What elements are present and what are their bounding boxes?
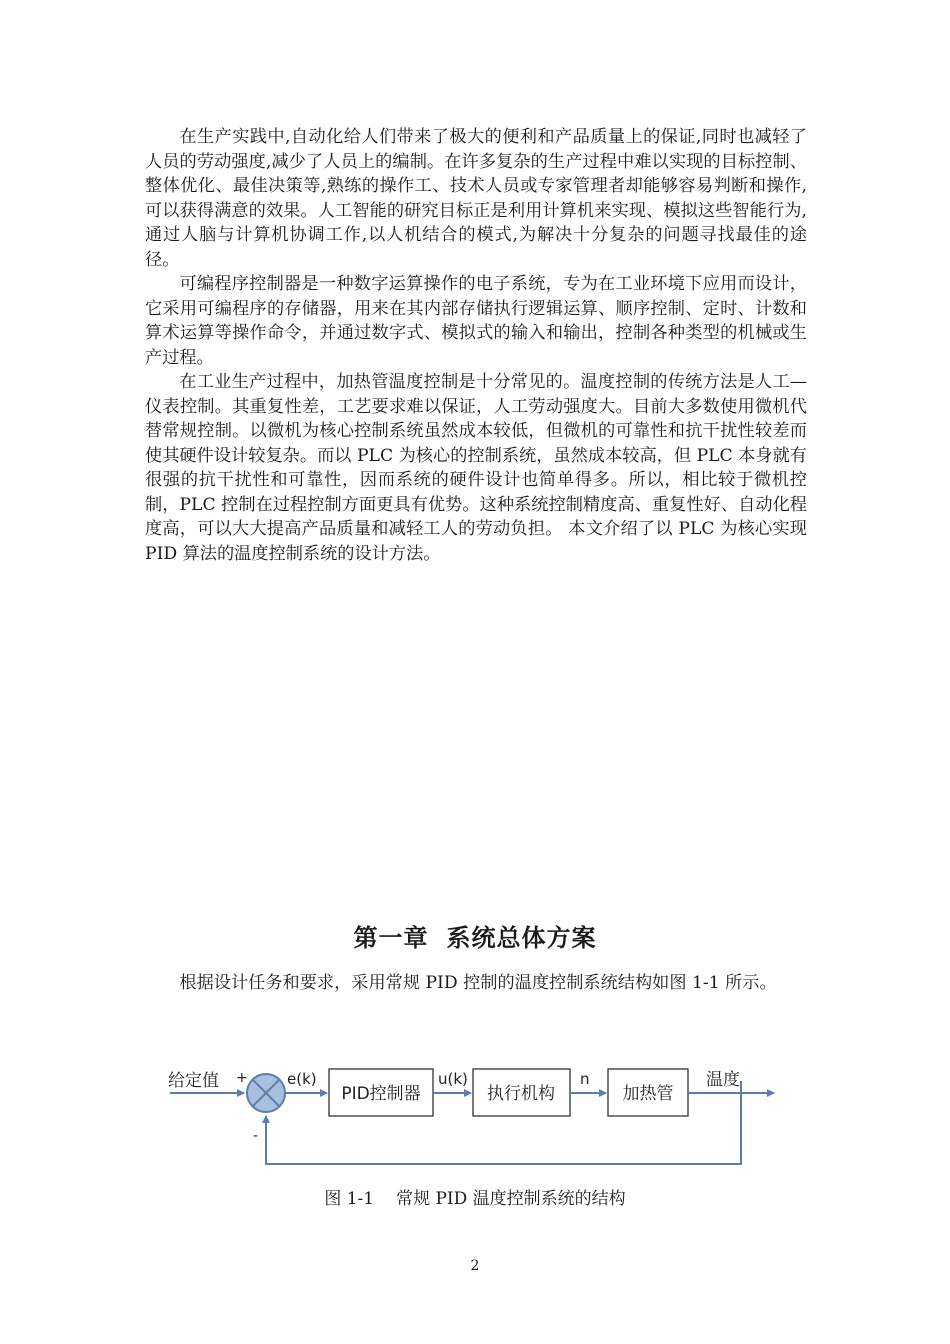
- error-label: e(k): [287, 1070, 317, 1088]
- figure-number: 图 1-1: [324, 1189, 375, 1209]
- chapter-title: 系统总体方案: [446, 924, 597, 952]
- plus-sign: +: [236, 1070, 248, 1086]
- chapter-heading: [0, 918, 950, 953]
- chapter-section: [145, 971, 807, 996]
- output-label: 温度: [706, 1070, 740, 1090]
- chapter-number: 第一章: [353, 924, 429, 952]
- minus-sign: -: [253, 1128, 259, 1144]
- chapter-paragraph: 根据设计任务和要求，采用常规 PID 控制的温度控制系统结构如图 1-1 所示。: [179, 973, 777, 993]
- actuator-label: 执行机构: [487, 1084, 555, 1104]
- intro-paragraph-1: 在生产实践中,自动化给人们带来了极大的便利和产品质量上的保证,同时也减轻了人员的劳动强度,减少了人员上的编制。在许多复杂的生产过程中难以实现的目标控制、整体优化、最佳决策等,熟练的操作工、技术人员或专家管理者却能够容易判断和操作,可以获得满意的效果。人工智能的研究目标正是利用计算机来实现、模拟这些智能行为,通过人脑与计算机协调工作,以人机结合的模式,为解决十分复杂的问题寻找最佳的途径。: [145, 127, 807, 270]
- intro-paragraph-2: 可编程序控制器是一种数字运算操作的电子系统，专为在工业环境下应用而设计，它采用可编程序的存储器，用来在其内部存储执行逻辑运算、顺序控制、定时、计数和算术运算等操作命令，并通过数字式、模拟式的输入和输出，控制各种类型的机械或生产过程。: [145, 274, 807, 368]
- intro-paragraph-3: 在工业生产过程中，加热管温度控制是十分常见的。温度控制的传统方法是人工—仪表控制。其重复性差，工艺要求难以保证，人工劳动强度大。目前大多数使用微机代替常规控制。以微机为核心控制系统虽然成本较低，但微机的可靠性和抗干扰性较差而使其硬件设计较复杂。而以 PLC 为核心的控制系统，虽然成本较高，但 PLC 本身就有很强的抗干扰性和可靠性，因而系统的硬件设计也简单得多。所以，相比较于微机控制，PLC 控制在过程控制方面更具有优势。这种系统控制精度高、重复性好、自动化程度高，可以大大提高产品质量和减轻工人的劳动负担。 本文介绍了以 PLC 为核心实现 PID 算法的温度控制系统的设计方法。: [145, 372, 807, 564]
- control-signal-label: u(k): [438, 1070, 468, 1088]
- pid-controller-label: PID控制器: [341, 1084, 421, 1104]
- speed-label: n: [580, 1070, 590, 1088]
- figure-caption-text: 常规 PID 温度控制系统的结构: [396, 1189, 626, 1209]
- page-number: 2: [470, 1258, 480, 1274]
- pid-block-diagram: [160, 1060, 790, 1180]
- setpoint-label: 给定值: [168, 1071, 219, 1091]
- intro-section: [145, 125, 807, 566]
- summing-junction: [247, 1074, 285, 1112]
- figure-caption: [0, 1184, 950, 1209]
- heater-label: 加热管: [622, 1084, 674, 1104]
